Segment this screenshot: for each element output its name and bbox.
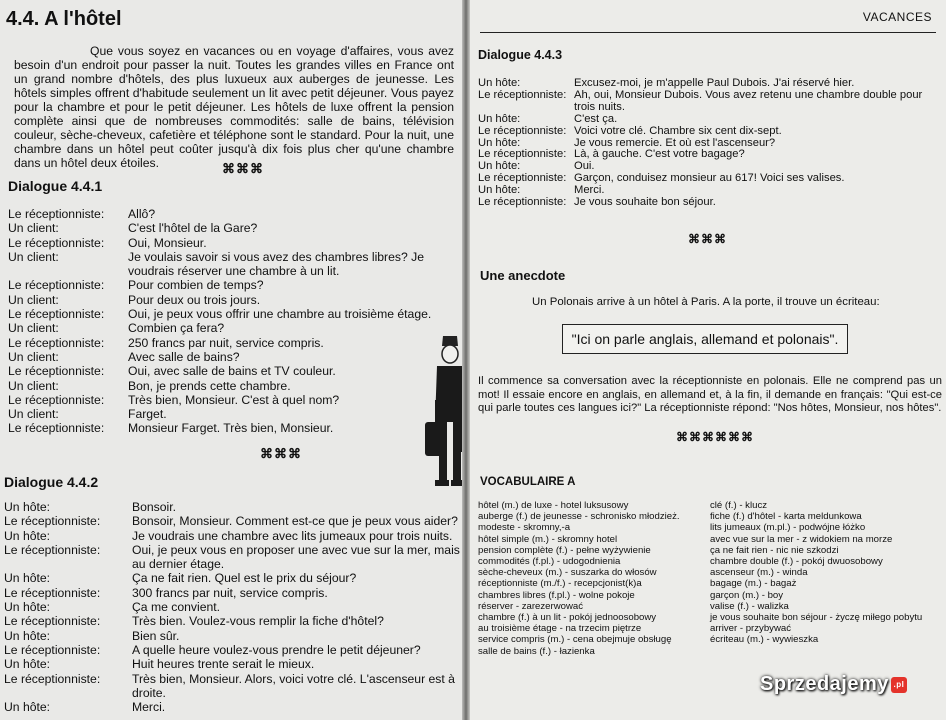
dialogue-heading: Dialogue 4.4.3 xyxy=(478,48,563,62)
vocab-entry: je vous souhaite bon séjour - życzę miłego pobytu xyxy=(710,612,923,624)
dialogue-line xyxy=(478,114,938,126)
line-text: Bonsoir, Monsieur. Comment est-ce que je peux vous aider? xyxy=(132,514,458,529)
speaker: Le réceptionniste: xyxy=(8,278,105,293)
speaker: Le réceptionniste: xyxy=(4,542,101,557)
line-text: Garçon, conduisez monsieur au 617! Voici ses valises. xyxy=(574,172,845,185)
vocab-entry: bagage (m.) - bagaż xyxy=(710,578,797,590)
vocab-entry: écriteau (m.) - wywieszka xyxy=(710,634,819,646)
line-text: Ça ne fait rien. Quel est le prix du séjour? xyxy=(132,571,357,586)
header-rule xyxy=(480,32,936,33)
vocab-entry: arriver - przybywać xyxy=(710,623,792,635)
speaker: Le réceptionniste: xyxy=(478,124,567,137)
vocab-entry: clé (f.) - klucz xyxy=(710,500,768,511)
dialogue-line xyxy=(8,321,458,335)
speaker: Le réceptionniste: xyxy=(8,421,105,436)
line-text: Oui, je peux vous offrir une chambre au troisième étage. xyxy=(128,307,432,322)
vocab-entry: chambre (f.) à un lit - pokój jednoosobowy xyxy=(478,612,657,624)
speaker: Le réceptionniste: xyxy=(8,335,105,350)
dialogue-line xyxy=(8,379,458,393)
dialogue-line xyxy=(4,614,462,628)
dialogue-line xyxy=(4,600,462,614)
line-text: Combien ça fera? xyxy=(128,321,225,336)
speaker: Le réceptionniste: xyxy=(4,514,101,529)
left-page xyxy=(0,0,462,720)
line-text: Je voulais savoir si vous avez des chambres libres? Je voudrais réserver une chambre à un lit. xyxy=(128,249,425,279)
dialogue-line xyxy=(8,364,458,378)
quote-box: "Ici on parle anglais, allemand et polonais". xyxy=(562,324,848,354)
dialogue-line xyxy=(4,672,462,701)
line-text: Bon, je prends cette chambre. xyxy=(128,378,291,393)
speaker: Un hôte: xyxy=(4,571,51,586)
speaker: Un client: xyxy=(8,321,59,336)
ornament-divider: ⌘⌘⌘ xyxy=(222,161,264,176)
line-text: Je vous remercie. Et où est l'ascenseur? xyxy=(574,136,776,149)
line-text: Très bien, Monsieur. C'est à quel nom? xyxy=(128,392,340,407)
dialogue-line xyxy=(8,221,458,235)
vocab-entry: lits jumeaux (m.pl.) - podwójne łóżko xyxy=(710,522,866,534)
line-text: Farget. xyxy=(128,407,167,422)
vocab-entry: réceptionniste (m./f.) - recepcjonist(k)a xyxy=(478,578,642,590)
book-gutter xyxy=(462,0,470,720)
anecdote-body: Il commence sa conversation avec la réceptionniste en polonais. Elle ne comprend pas un mot! Il essaie encore en anglais, en allemand et, à la fin, il demande en français: "Qui est-ce qui parle toutes ces langues ici?" La réceptionniste répond: "Nos hôtes, Monsieur, nos hôtes". xyxy=(478,375,942,414)
speaker: Un client: xyxy=(8,378,59,393)
speaker: Le réceptionniste: xyxy=(4,614,101,629)
dialogue-line xyxy=(4,629,462,643)
dialogue-line xyxy=(4,514,462,528)
dialogue-heading: Dialogue 4.4.1 xyxy=(8,178,103,194)
vocabulary-column-2 xyxy=(710,500,942,646)
line-text: C'est l'hôtel de la Gare? xyxy=(128,221,258,236)
dialogue-line xyxy=(8,336,458,350)
line-text: Je voudrais une chambre avec lits jumeaux pour trois nuits. xyxy=(132,528,453,543)
line-text: Pour deux ou trois jours. xyxy=(128,292,261,307)
intro-text: Que vous soyez en vacances ou en voyage d'affaires, vous avez besoin d'un endroit pour passer la nuit. Toutes les grandes villes en France ont un grand nombre d'hôtels, des plus luxueux aux auberges de jeunesse. Les hôtels simples offrent d'habitude seulement un lit avec petit déjeuner. Vous payez pour la chambre et pour le petit déjeuner. Les hôtels de luxe offrent la pension complète ainsi que de nombreuses commodités: salle de bains, télévision couleur, sèche-cheveux, cafetière et téléphone sont le standard. Pour la nuit, une chambre dans un hôtel peut coûter jusqu'à dix fois plus cher qu'une chambre dans un hôtel deux étoiles. xyxy=(14,44,454,170)
speaker: Un client: xyxy=(8,292,59,307)
dialogue-2 xyxy=(4,500,462,714)
vocab-entry: valise (f.) - walizka xyxy=(710,600,789,612)
line-text: Merci. xyxy=(132,700,166,715)
line-text: Merci. xyxy=(574,184,605,197)
dialogue-line xyxy=(8,393,458,407)
dialogue-line xyxy=(8,350,458,364)
speaker: Le réceptionniste: xyxy=(478,148,567,161)
anecdote-heading: Une anecdote xyxy=(480,268,566,283)
line-text: 300 francs par nuit, service compris. xyxy=(132,585,328,600)
speaker: Un hôte: xyxy=(478,184,521,197)
ornament-divider: ⌘⌘⌘ xyxy=(260,446,302,461)
speaker: Le réceptionniste: xyxy=(8,364,105,379)
dialogue-line xyxy=(478,173,938,185)
dialogue-line xyxy=(4,700,462,714)
vocabulary-column-1 xyxy=(478,500,706,657)
line-text: Bien sûr. xyxy=(132,628,180,643)
speaker: Un hôte: xyxy=(478,112,521,125)
line-text: Avec salle de bains? xyxy=(128,349,240,364)
speaker: Un hôte: xyxy=(478,136,521,149)
speaker: Un hôte: xyxy=(4,657,51,672)
dialogue-line xyxy=(4,571,462,585)
page-title: 4.4. A l'hôtel xyxy=(6,8,122,30)
ornament-divider: ⌘⌘⌘ xyxy=(688,232,727,246)
line-text: Ah, oui, Monsieur Dubois. Vous avez retenu une chambre double pour trois nuits. xyxy=(574,88,923,113)
speaker: Un client: xyxy=(8,221,59,236)
line-text: Monsieur Farget. Très bien, Monsieur. xyxy=(128,421,334,436)
dialogue-line xyxy=(478,90,938,114)
speaker: Un hôte: xyxy=(4,500,51,514)
speaker: Le réceptionniste: xyxy=(4,671,101,686)
dialogue-line xyxy=(8,293,458,307)
dialogue-1 xyxy=(8,207,458,436)
speaker: Le réceptionniste: xyxy=(478,196,567,209)
anecdote-intro: Un Polonais arrive à un hôtel à Paris. A la porte, il trouve un écriteau: xyxy=(532,296,880,308)
ornament-divider: ⌘⌘⌘⌘⌘⌘ xyxy=(676,430,754,444)
dialogue-line xyxy=(8,307,458,321)
watermark xyxy=(760,673,907,696)
dialogue-line xyxy=(4,657,462,671)
dialogue-heading: Dialogue 4.4.2 xyxy=(4,474,99,490)
vocab-entry: réserver - zarezerwować xyxy=(478,600,584,612)
line-text: Allô? xyxy=(128,207,156,221)
speaker: Un hôte: xyxy=(478,160,521,173)
dialogue-line xyxy=(478,197,938,209)
dialogue-line xyxy=(8,407,458,421)
vocab-entry: ça ne fait rien - nic nie szkodzi xyxy=(710,544,839,556)
line-text: Oui, Monsieur. xyxy=(128,235,207,250)
line-text: Là, à gauche. C'est votre bagage? xyxy=(574,148,745,161)
line-text: Huit heures trente serait le mieux. xyxy=(132,657,315,672)
line-text: Très bien, Monsieur. Alors, voici votre clé. L'ascenseur est à droite. xyxy=(132,671,455,700)
vocab-entry: fiche (f.) d'hôtel - karta meldunkowa xyxy=(710,511,862,523)
watermark-suffix: .pl xyxy=(891,677,907,693)
vocab-entry: auberge (f.) de jeunesse - schronisko młodzież. xyxy=(478,511,680,523)
dialogue-3 xyxy=(478,78,938,209)
vocab-entry: pension complète (f.) - pełne wyżywienie xyxy=(478,544,651,556)
speaker: Le réceptionniste: xyxy=(4,642,101,657)
line-text: Voici votre clé. Chambre six cent dix-sept. xyxy=(574,124,782,137)
line-text: 250 francs par nuit, service compris. xyxy=(128,335,324,350)
speaker: Un client: xyxy=(8,249,59,264)
dialogue-line xyxy=(8,278,458,292)
dialogue-line xyxy=(8,250,458,279)
watermark-brand: Sprzedajemy xyxy=(760,673,889,695)
vocab-entry: ascenseur (m.) - winda xyxy=(710,567,808,579)
line-text: Oui, je peux vous en proposer une avec vue sur la mer, mais au dernier étage. xyxy=(132,542,460,572)
vocab-entry: hôtel (m.) de luxe - hotel luksusowy xyxy=(478,500,629,511)
dialogue-line xyxy=(4,543,462,572)
speaker: Le réceptionniste: xyxy=(478,172,567,185)
line-text: A quelle heure voulez-vous prendre le petit déjeuner? xyxy=(132,642,421,657)
speaker: Un hôte: xyxy=(4,700,51,715)
line-text: Je vous souhaite bon séjour. xyxy=(574,196,716,209)
speaker: Le réceptionniste: xyxy=(8,307,105,322)
speaker: Un hôte: xyxy=(4,628,51,643)
speaker: Un hôte: xyxy=(4,600,51,615)
speaker: Le réceptionniste: xyxy=(8,207,105,221)
vocab-entry: au troisième étage - na trzecim piętrze xyxy=(478,623,642,635)
speaker: Un hôte: xyxy=(4,528,51,543)
speaker: Un client: xyxy=(8,349,59,364)
dialogue-line xyxy=(8,421,458,435)
dialogue-line xyxy=(478,149,938,161)
vocab-entry: commodités (f.pl.) - udogodnienia xyxy=(478,556,621,568)
vocab-entry: chambres libres (f.pl.) - wolne pokoje xyxy=(478,589,635,601)
right-page xyxy=(470,0,946,720)
dialogue-line xyxy=(4,529,462,543)
vocab-entry: service compris (m.) - cena obejmuje obsługę xyxy=(478,634,672,646)
vocabulary-heading: VOCABULAIRE A xyxy=(480,476,576,488)
running-header: VACANCES xyxy=(862,10,932,24)
vocab-entry: hôtel simple (m.) - skromny hotel xyxy=(478,533,618,545)
line-text: Oui, avec salle de bains et TV couleur. xyxy=(128,364,336,379)
vocab-entry: sèche-cheveux (m.) - suszarka do włosów xyxy=(478,567,657,579)
dialogue-line xyxy=(4,500,462,514)
intro-paragraph xyxy=(14,44,454,170)
dialogue-line xyxy=(4,586,462,600)
speaker: Le réceptionniste: xyxy=(4,585,101,600)
vocab-entry: chambre double (f.) - pokój dwuosobowy xyxy=(710,556,883,568)
vocab-entry: modeste - skromny,-a xyxy=(478,522,571,534)
speaker: Le réceptionniste: xyxy=(8,235,105,250)
dialogue-line xyxy=(478,126,938,138)
bellboy-illustration xyxy=(425,330,462,490)
speaker: Un hôte: xyxy=(478,77,521,89)
line-text: Ça me convient. xyxy=(132,600,221,615)
vocab-entry: garçon (m.) - boy xyxy=(710,589,784,601)
speaker: Le réceptionniste: xyxy=(478,88,567,101)
dialogue-line xyxy=(8,236,458,250)
line-text: Excusez-moi, je m'appelle Paul Dubois. J'ai réservé hier. xyxy=(574,77,855,89)
line-text: Bonsoir. xyxy=(132,500,177,514)
dialogue-line xyxy=(8,207,458,221)
line-text: Oui. xyxy=(574,160,595,173)
vocab-entry: salle de bains (f.) - łazienka xyxy=(478,645,595,657)
speaker: Le réceptionniste: xyxy=(8,392,105,407)
line-text: C'est ça. xyxy=(574,112,618,125)
line-text: Pour combien de temps? xyxy=(128,278,264,293)
dialogue-line xyxy=(4,643,462,657)
speaker: Un client: xyxy=(8,407,59,422)
vocab-entry: avec vue sur la mer - z widokiem na morze xyxy=(710,533,893,545)
line-text: Très bien. Voulez-vous remplir la fiche d'hôtel? xyxy=(132,614,384,629)
